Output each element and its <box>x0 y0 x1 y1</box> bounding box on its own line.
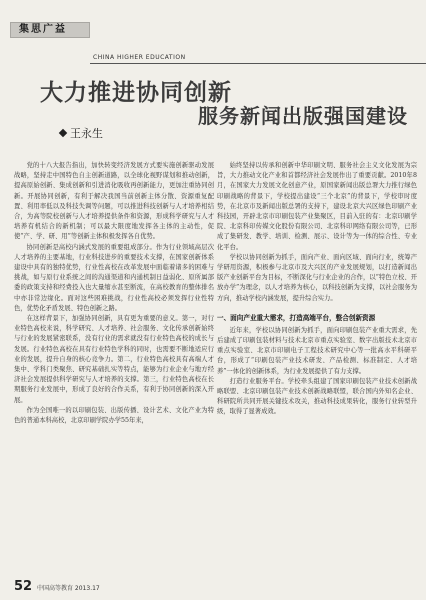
body-paragraph: 始终坚持以传承和创新中华印刷文明、服务社会主义文化发展为宗旨，大力推动文化产业和首都经济社会发展作出了重要贡献。2010年8月，在国家大力发展文化创意产业，原国家新闻出版总署大力推行绿色印刷战略的背景下，学校提出建设“三个北京”的背景下，学校审时度势，在北京市及新闻出版总署的支持下，建设北京大兴区绿色印刷产业科技园，开辟北京市印刷包装产业集聚区，目前入驻的有：北京印刷学院、北京科印传媒文化股份有限公司、北京科印网络有限公司等，已形成了集研发、教学、培训、检测、展示、设计等为一体的综合性、专业化平台。 <box>217 162 417 251</box>
body-paragraph: 党的十八大报告指出，加快转变经济发展方式要实施创新驱动发展战略，坚持走中国特色自主创新道路，以全球化视野谋划和推动创新，提高原始创新、集成创新和引进消化吸收再创新能力，更加注重协同创新。开展协同创新，有利于解决我国当前创新主体分散、资源重复配置、利用率低以及科技失调等问题，可以推进科技创新与人才培养相结合，为高等院校创新与人才培养提供条件和资源，形成科学研究与人才培养有机结合的新机制；可以最大限度地发挥各主体的主动性，促使“产、学、研、用”等创新主体积极发挥各自优势。 <box>14 162 214 241</box>
left-column <box>14 161 214 565</box>
header-rule <box>90 63 426 64</box>
magazine-name-en: CHINA HIGHER EDUCATION <box>93 54 186 61</box>
page-number: 52 <box>14 579 33 594</box>
section-heading: 一、面向产业重大需求，打造高端平台，整合创新资源 <box>217 313 376 322</box>
journal-name: 中国高等教育 2013.17 <box>37 585 100 592</box>
page-footer <box>14 579 100 594</box>
author-byline <box>60 125 103 141</box>
article-title-line1: 大力推进协同创新 <box>40 80 232 106</box>
body-paragraph: 协同创新是高校内涵式发展的重要组成部分。作为行业领域高层次人才培养的主要基地，行业科技进步的重要技术支撑，在国家创新体系建设中具有的独特优势，行业性高校在改革发展中面临着诸多的困难与挑战，如与原行业系统之间的沟通渠道和内通机制日益弱化、原所属部委的政策支持和经费投入也大量缩水甚至断流，在高校教育的整体排名中亦非常边缘化。面对这些困难挑战，行业性高校必须发挥行业性特色，优势化矛盾发展、特色创新之路。 <box>14 243 214 312</box>
diamond-bullet-icon <box>59 129 67 137</box>
header-band <box>0 18 426 61</box>
body-paragraph: 近年来，学校以协同创新为抓手，面向印刷包装产业重大需求，先后建成了印刷包装材料与技术北京市重点实验室、数字出版技术北京市重点实验室、北京市印刷电子工程技术研究中心等一批高水平科研平台，形成了“印刷包装产业技术研发、产品检测、标准制定、人才培养”一体化的创新体系，为行业发展提供了有力支撑。 <box>217 326 417 375</box>
right-column <box>217 161 417 579</box>
body-paragraph: 作为全国唯一的以印刷包装、出版传播、设计艺术、文化产业为特色的普通本科高校，北京印刷学院办学55年来， <box>14 406 214 425</box>
body-paragraph: 学校以协同创新为抓手，面向产业、面向区域、面向行业，统筹产学研用资源，积极参与北京市及大兴区的产业发展规划，以打造新闻出版产业创新平台为目标，不断深化与行业企业的合作，以“特色立校、开放办学”为理念，以人才培养为核心，以科技创新为支撑，以社会服务为方向，推动学校内涵发展，提升综合实力。 <box>217 253 417 302</box>
article-title-line2: 服务新闻出版强国建设 <box>198 104 408 128</box>
body-paragraph: 打造行业服务平台。学校牵头组建了国家印刷包装产业技术创新战略联盟、北京印刷包装产业技术创新战略联盟，联合国内外知名企业、科研院所共同开展关键技术攻关，推动科技成果转化，服务行业转型升级，取得了显著成效。 <box>217 377 417 416</box>
column-tag-label: 集思广益 <box>19 24 67 35</box>
column-tag <box>10 22 90 38</box>
body-paragraph: 在这样背景下，加强协同创新，具有更为重要的意义。第一，对行业特色高校来说，科学研究、人才培养、社会服务、文化传承创新始终与行业的发展紧密联系，没有行业的需求就没有行业特色高校的成长与发展。行业特色高校在具有行业特色学科的同时，也需要不断地适应行业的发展，提升自身的核心竞争力。第二，行业特色高校具有高端人才集中、学科门类聚焦、研究基础扎实等特点，能够为行业企业与地方经济社会发展提供科学研究与人才培养的支撑。第三，行业特色高校在长期服务行业发展中，形成了良好的合作关系，有利于协同创新的深入开展。 <box>14 315 214 404</box>
author-name: 王永生 <box>70 127 103 140</box>
